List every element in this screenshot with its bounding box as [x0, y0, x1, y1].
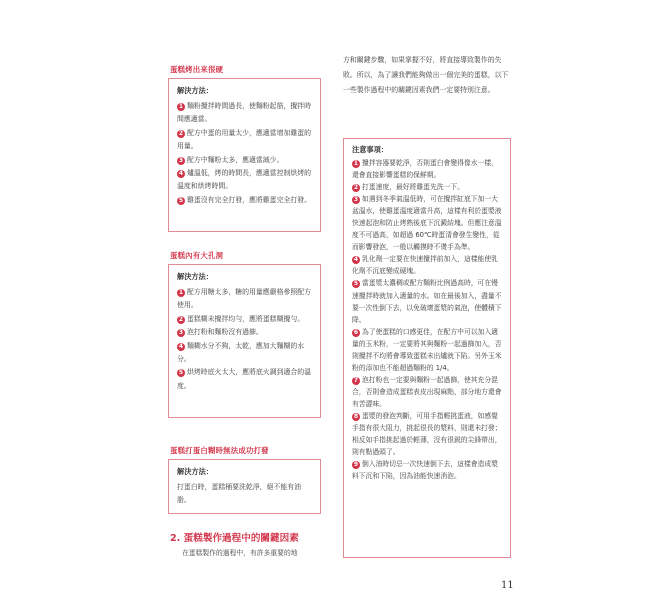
- number-badge-4: 4: [178, 170, 184, 178]
- section-title-hard-cake: 蛋糕烤出来很硬: [170, 65, 224, 74]
- list-item: 2 打蛋速度，最好將雞蛋先洗一下。: [353, 183, 464, 192]
- number-badge-6: 6: [353, 328, 359, 336]
- list-item: 7 泡打粉也一定要與麵粉一起過篩，使其充分混合，否則會造成蛋糕表皮出現麻點，部分地方還會有苦澀味。: [352, 375, 502, 408]
- solution-heading: 解決方法：: [177, 86, 213, 95]
- list-item: 4 麵糊水分不夠，太乾，應加大麵糊的水分。: [177, 341, 305, 364]
- list-item: 9 倒入油時切忌一次快速倒下去，這樣會造成漿料下沉和下陷，因為油能快速消泡。: [352, 460, 498, 481]
- section-title-egg-white: 蛋糕打蛋白糊時無法成功打發: [170, 446, 269, 455]
- solution-heading: 解決方法：: [177, 467, 213, 476]
- list-item: 2 蛋糕糊未攪拌均勻，應將蛋糕糊攪勻。: [178, 314, 305, 323]
- page-number: 11: [501, 580, 514, 591]
- number-badge-5: 5: [178, 196, 184, 204]
- list-item: 5 烘烤時底火太大，應將底火調到適合的溫度。: [177, 368, 312, 390]
- number-badge-7: 7: [353, 376, 359, 384]
- number-badge-5: 5: [353, 280, 359, 288]
- number-badge-1: 1: [178, 103, 184, 110]
- section-title-large-holes: 蛋糕內有大孔洞: [170, 251, 224, 260]
- solution-box-egg-white: [168, 459, 321, 514]
- solution-text: 打蛋白時，蛋糕桶要洗乾淨，絕不能有油脂。: [177, 483, 302, 505]
- list-item: 5 當蛋漿太濃稠或配方麵粉比例過高時，可在慢速攪拌時就加入適量的水。如在最後加入，盡量不要一次性倒下去，以免破壞蛋漿的氣泡，使體積下降。: [352, 279, 502, 324]
- notes-box: [343, 138, 511, 558]
- list-item: 1 配方用糖太多，糖的用量應嚴格參照配方使用。: [177, 288, 312, 310]
- list-item: 4 爐溫低，烤的時間長，應適當控制烘烤的溫度和烘烤時間。: [177, 169, 312, 191]
- number-badge-4: 4: [353, 256, 359, 264]
- number-badge-9: 9: [353, 461, 359, 469]
- list-item: 3 泡打粉和麵粉沒有過篩。: [178, 328, 263, 337]
- number-badge-2: 2: [178, 315, 184, 323]
- list-item: 2 配方中蛋的用量太少，應適當增加雞蛋的用量。: [177, 128, 312, 151]
- list-item: 1 麵粉攪拌時間過長，使麵粉起筋，攪拌時間應適當。: [177, 102, 312, 124]
- number-badge-5: 5: [178, 369, 184, 377]
- solution-heading: 解決方法：: [177, 272, 213, 281]
- number-badge-4: 4: [178, 342, 184, 350]
- list-item: 4 乳化劑一定要在快速攪拌前加入，這樣能使乳化劑不沉底變成硬塊。: [352, 255, 498, 276]
- number-badge-3: 3: [353, 196, 359, 204]
- list-item: 5 雞蛋沒有完全打發，應將雞蛋完全打發。: [178, 195, 312, 204]
- number-badge-3: 3: [178, 329, 184, 337]
- chapter-intro-text: 在蛋糕製作的過程中，有許多重要的地: [182, 549, 298, 557]
- list-item: 6 為了使蛋糕的口感更佳，在配方中可以加入適量的玉米粉，一定要將其與麵粉一起過篩加入，否則攪拌不均將會導致蛋糕未出爐就下陷。另外玉米粉的添加也不能超過麵粉的 1/4。: [352, 327, 502, 372]
- number-badge-1: 1: [178, 289, 184, 296]
- number-badge-2: 2: [353, 184, 359, 192]
- solution-box-large-holes: [168, 264, 321, 418]
- number-badge-2: 2: [178, 129, 184, 137]
- solution-box-hard-cake: [168, 78, 321, 232]
- number-badge-8: 8: [353, 412, 359, 420]
- list-item: 8 蛋漿的發泡判斷，可用手指輕挑蛋液，如感覺手指有很大阻力，挑起很長的漿料，則還未打發；相反如手指挑起過於輕薄，沒有很鋭的尖鋒帶出，則有點過頭了。: [352, 411, 502, 457]
- list-item: 3 配方中麵粉太多，應適當減少。: [178, 155, 284, 164]
- chapter-heading: 2. 蛋糕製作過程中的關鍵因素: [170, 533, 299, 544]
- notes-heading: 注意事項：: [352, 145, 388, 154]
- right-column-intro: 方和關鍵步驟，如果掌握不好，將直接導致製作的失敗。所以，為了讓我們能夠做出一個完美的蛋糕，以下一些製作過程中的關鍵因素我們一定要特別注意。: [343, 56, 509, 94]
- number-badge-3: 3: [178, 156, 184, 164]
- list-item: 1 攪拌容器要乾淨，否則蛋白會變得像水一樣，還會直接影響蛋糕的保鮮期。: [352, 159, 498, 180]
- list-item: 3 如遇到冬季氣溫低時，可在攪拌缸底下加一大盆溫水，使雞蛋溫度適當升高，這樣有利於蛋漿液快速起泡和防止烤熟後底下沉澱結塊。但應注意溫度不可過高，如超過 60℃時蛋清會發生變性，從而影響發泡，一般以觸摸時不燙手為準。: [352, 195, 502, 252]
- number-badge-1: 1: [353, 160, 359, 167]
